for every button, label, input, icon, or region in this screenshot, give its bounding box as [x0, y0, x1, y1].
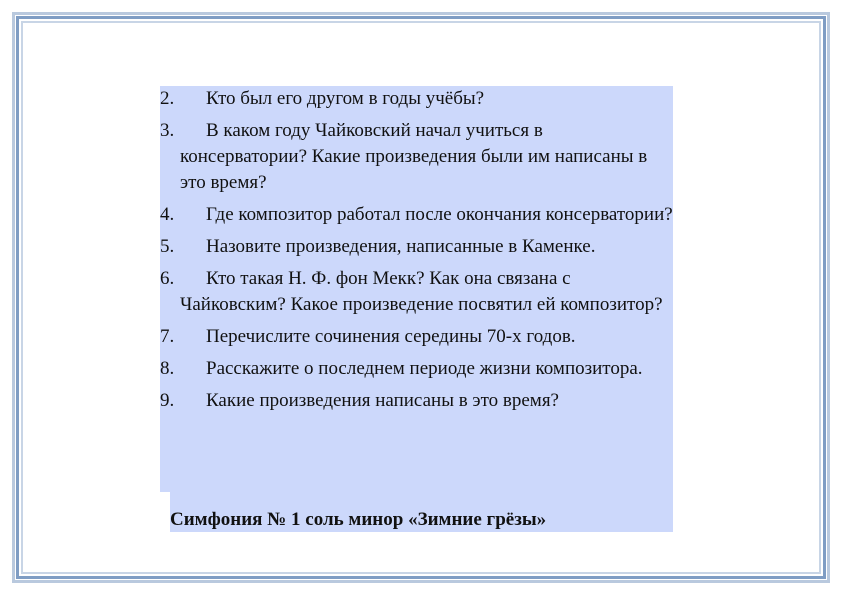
question-item	[160, 324, 673, 350]
question-number: 2.	[160, 88, 175, 109]
question-number: 5.	[160, 236, 175, 257]
question-number: 7.	[160, 326, 175, 347]
question-text: Перечислите сочинения середины 70-х годов.	[206, 326, 576, 347]
question-item	[160, 266, 673, 318]
question-item	[160, 118, 673, 196]
question-text: Кто был его другом в годы учёбы?	[206, 88, 485, 109]
question-item	[160, 388, 673, 414]
question-number: 8.	[160, 358, 175, 379]
question-text: Какие произведения написаны в это время?	[206, 390, 559, 411]
question-item	[160, 234, 673, 260]
slide-content	[160, 86, 673, 532]
question-text: В каком году Чайковский начал учиться в консерватории? Какие произведения были им написаны в это время?	[180, 120, 648, 193]
question-number: 4.	[160, 204, 175, 225]
symphony-heading: Симфония № 1 соль минор «Зимние грёзы»	[170, 509, 547, 530]
question-item	[160, 86, 673, 112]
question-text: Назовите произведения, написанные в Каменке.	[206, 236, 596, 257]
question-item	[160, 202, 673, 228]
questions-list	[160, 86, 673, 420]
question-number: 6.	[160, 268, 175, 289]
question-text: Расскажите о последнем периоде жизни композитора.	[206, 358, 643, 379]
question-text: Где композитор работал после окончания консерватории?	[206, 204, 673, 225]
question-number: 9.	[160, 390, 175, 411]
question-number: 3.	[160, 120, 175, 141]
question-item	[160, 356, 673, 382]
question-text: Кто такая Н. Ф. фон Мекк? Как она связана с Чайковским? Какое произведение посвятил ей композитор?	[180, 268, 663, 315]
